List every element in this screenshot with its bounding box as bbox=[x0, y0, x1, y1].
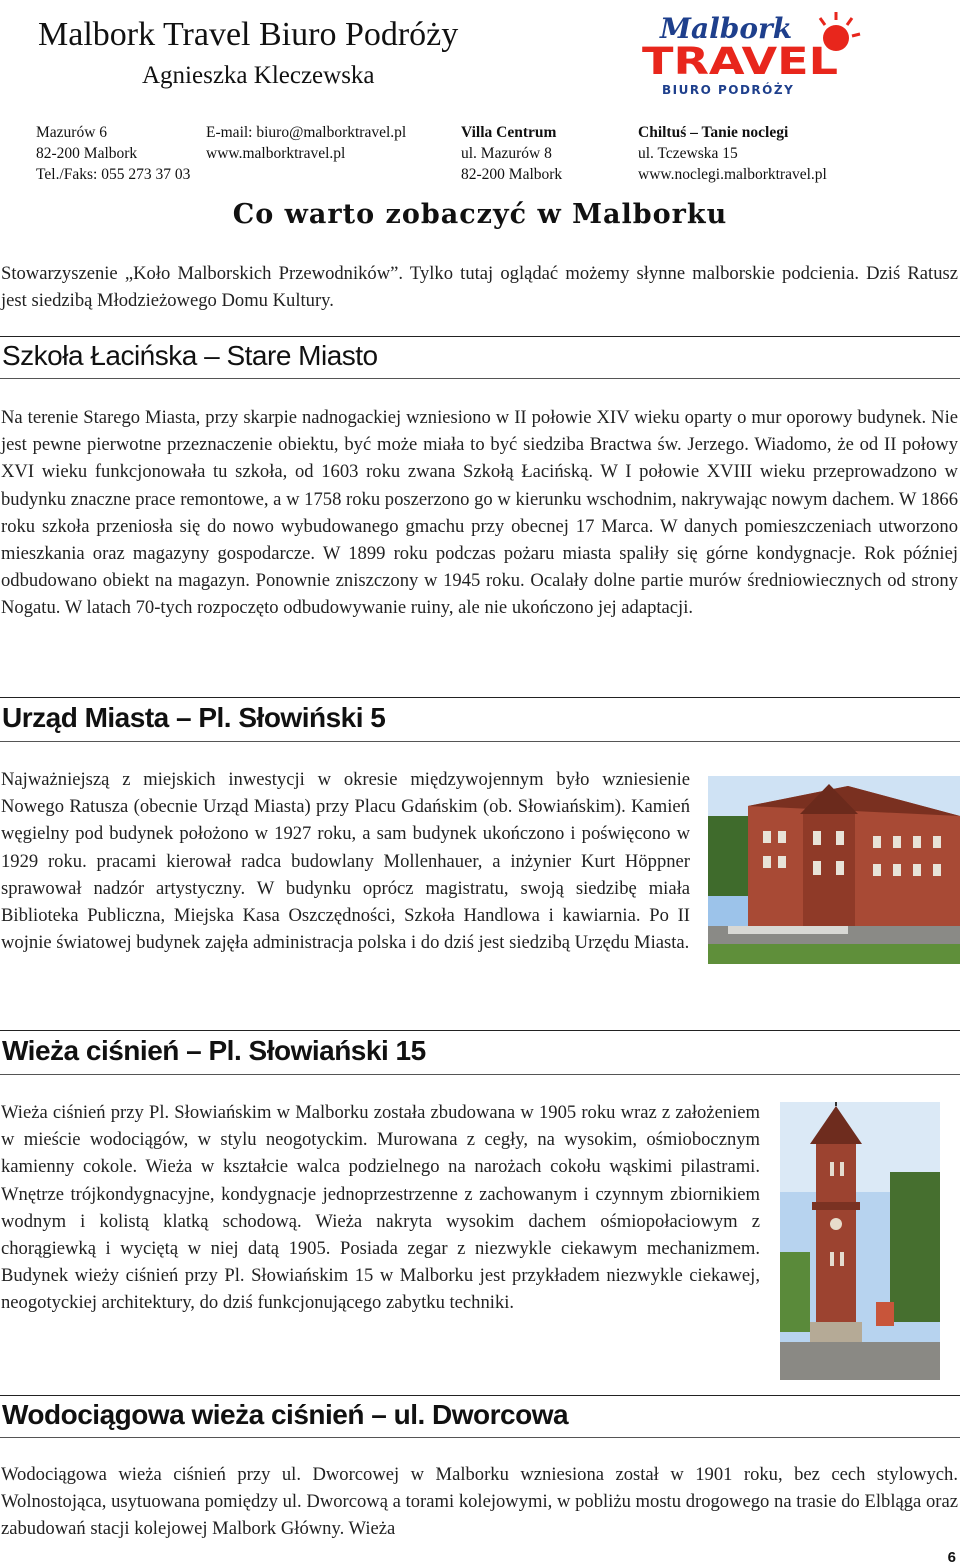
company-name: Malbork Travel Biuro Podróży bbox=[38, 16, 459, 53]
section-divider bbox=[0, 336, 960, 337]
address-line: Mazurów 6 bbox=[36, 124, 108, 141]
heading-underline bbox=[0, 1074, 960, 1075]
water-tower-photo bbox=[780, 1102, 940, 1380]
contact-block bbox=[206, 122, 406, 164]
villa-line: 82-200 Malbork bbox=[461, 166, 563, 183]
heading-underline bbox=[0, 378, 960, 379]
latin-school-paragraph: Na terenie Starego Miasta, przy skarpie nadnogackiej wzniesiono w II połowie XIV wieku oparty o mur oporowy budynek. Nie jest pewne pierwotne przeznaczenie obiektu, być może miała to być siedziba Bractwa św. Jerzego. Wiadomo, że od II połowy XVI wieku funkcjonowała tu szkoła, od 1603 roku zwana Szkołą Łacińską. W I połowie XVIII wieku przeprowadzono w budynku znaczne prace remontowe, a w 1758 roku poszerzono go w kierunku wschodnim, nakrywając nowym dachem. W 1866 roku szkoła przeniosła się do nowo wybudowanego gmachu przy obecnej 17 Marca. W danych pomieszczeniach utworzono mieszkania oraz magazyny gospodarcze. W 1899 roku podczas pożaru miasta spaliły się górne kondygnacje. Rok później odbudowano obiekt na magazyn. Ponownie zniszczony w 1945 roku. Ocalały dolne partie murów średniowiecznych od strony Nogatu. W latach 70-tych rozpoczęto odbudowywanie ruiny, ale nie ukończono jej adaptacji. bbox=[1, 407, 958, 619]
section-heading-railway-water-tower: Wodociągowa wieża ciśnień – ul. Dworcowa bbox=[2, 1399, 569, 1430]
logo-subtitle-text: BIURO PODRÓŻY bbox=[662, 83, 795, 97]
railway-water-tower-paragraph: Wodociągowa wieża ciśnień przy ul. Dworcowej w Malborku wzniesiona został w 1901 roku, bez cech stylowych. Wolnostojąca, usytuowana pomiędzy ul. Dworcową a torami kolejowymi, w pobliżu mostu drogowego na trasie do Elbląga oraz zabudowań stacji kolejowej Malbork Główny. Wieża bbox=[1, 1464, 958, 1540]
hostel-block bbox=[638, 122, 827, 185]
page-title: Co warto zobaczyć w Malborku bbox=[232, 199, 728, 230]
address-line: Tel./Faks: 055 273 37 03 bbox=[36, 166, 191, 183]
villa-block bbox=[461, 122, 562, 185]
address-line: 82-200 Malbork bbox=[36, 145, 138, 162]
villa-line: ul. Mazurów 8 bbox=[461, 145, 552, 162]
heading-underline bbox=[0, 741, 960, 742]
email-text: E-mail: biuro@malborktravel.pl bbox=[206, 124, 407, 141]
logo-main-text: TRAVEL bbox=[642, 40, 838, 83]
website-link[interactable]: www.malborktravel.pl bbox=[206, 145, 346, 162]
hostel-website: www.noclegi.malborktravel.pl bbox=[638, 166, 827, 183]
town-hall-photo bbox=[708, 776, 960, 964]
owner-name: Agnieszka Kleczewska bbox=[142, 62, 375, 89]
address-block bbox=[36, 122, 190, 185]
logo-script-text: Malbork bbox=[660, 12, 793, 45]
hostel-line: ul. Tczewska 15 bbox=[638, 145, 738, 162]
intro-paragraph: Stowarzyszenie „Koło Malborskich Przewodników”. Tylko tutaj oglądać możemy słynne malborskie podcienia. Dziś Ratusz jest siedzibą Młodzieżowego Domu Kultury. bbox=[1, 263, 958, 312]
villa-name: Villa Centrum bbox=[461, 124, 557, 141]
section-heading-water-tower: Wieża ciśnień – Pl. Słowiański 15 bbox=[2, 1035, 426, 1066]
heading-underline bbox=[0, 1437, 960, 1438]
hostel-name: Chiltuś – Tanie noclegi bbox=[638, 124, 789, 141]
section-heading-town-hall: Urząd Miasta – Pl. Słowiński 5 bbox=[2, 702, 386, 733]
section-divider bbox=[0, 1030, 960, 1031]
section-divider bbox=[0, 697, 960, 698]
travel-agency-logo bbox=[640, 8, 862, 100]
town-hall-paragraph: Najważniejszą z miejskich inwestycji w okresie międzywojennym było wzniesienie Nowego Ratusza (obecnie Urząd Miasta) przy Placu Gdańskim (ob. Słowiańskim). Kamień węgielny pod budynek położono w 1927 roku, a sam budynek ukończono i poświęcono w 1929 roku. pracami kierował radca budowlany Mollenhauer, a inżynier Kurt Höppner sprawował nadzór artystyczny. W budynku oprócz magistratu, swoją siedzibę miała Biblioteka Publiczna, Miejska Kasa Oszczędności, Szkoła Handlowa i kawiarnia. Po II wojnie światowej budynek zajęła administracja polska i do dziś jest siedzibą Urzędu Miasta. bbox=[1, 769, 690, 954]
section-divider bbox=[0, 1395, 960, 1396]
page-number: 6 bbox=[947, 1549, 956, 1566]
section-heading-latin-school: Szkoła Łacińska – Stare Miasto bbox=[2, 340, 378, 371]
water-tower-paragraph: Wieża ciśnień przy Pl. Słowiańskim w Malborku została zbudowana w 1905 roku wraz z założeniem w mieście wodociągów, w stylu neogotyckim. Murowana z cegły, na wysokim, ośmiobocznym kamienny cokole. Wieża w kształcie walca podzielnego na narożach cokołu wąskimi pilastrami. Wnętrze trójkondygnacyjne, kondygnacje jednoprzestrzenne z zachowanym i czynnym zbiornikiem wodnym i kolistą klatką schodową. Wieża nakryta wysokim dachem ośmiopołaciowym z chorągiewką i wyciętą w niej datą 1905. Posiada zegar z niezwykle ciekawym mechanizmem. Budynek wieży ciśnień przy Pl. Słowiańskim 15 w Malborku jest przykładem niezwykle ciekawej, neogotyckiej architektury, do dziś funkcjonującego zabytku techniki. bbox=[1, 1102, 760, 1314]
